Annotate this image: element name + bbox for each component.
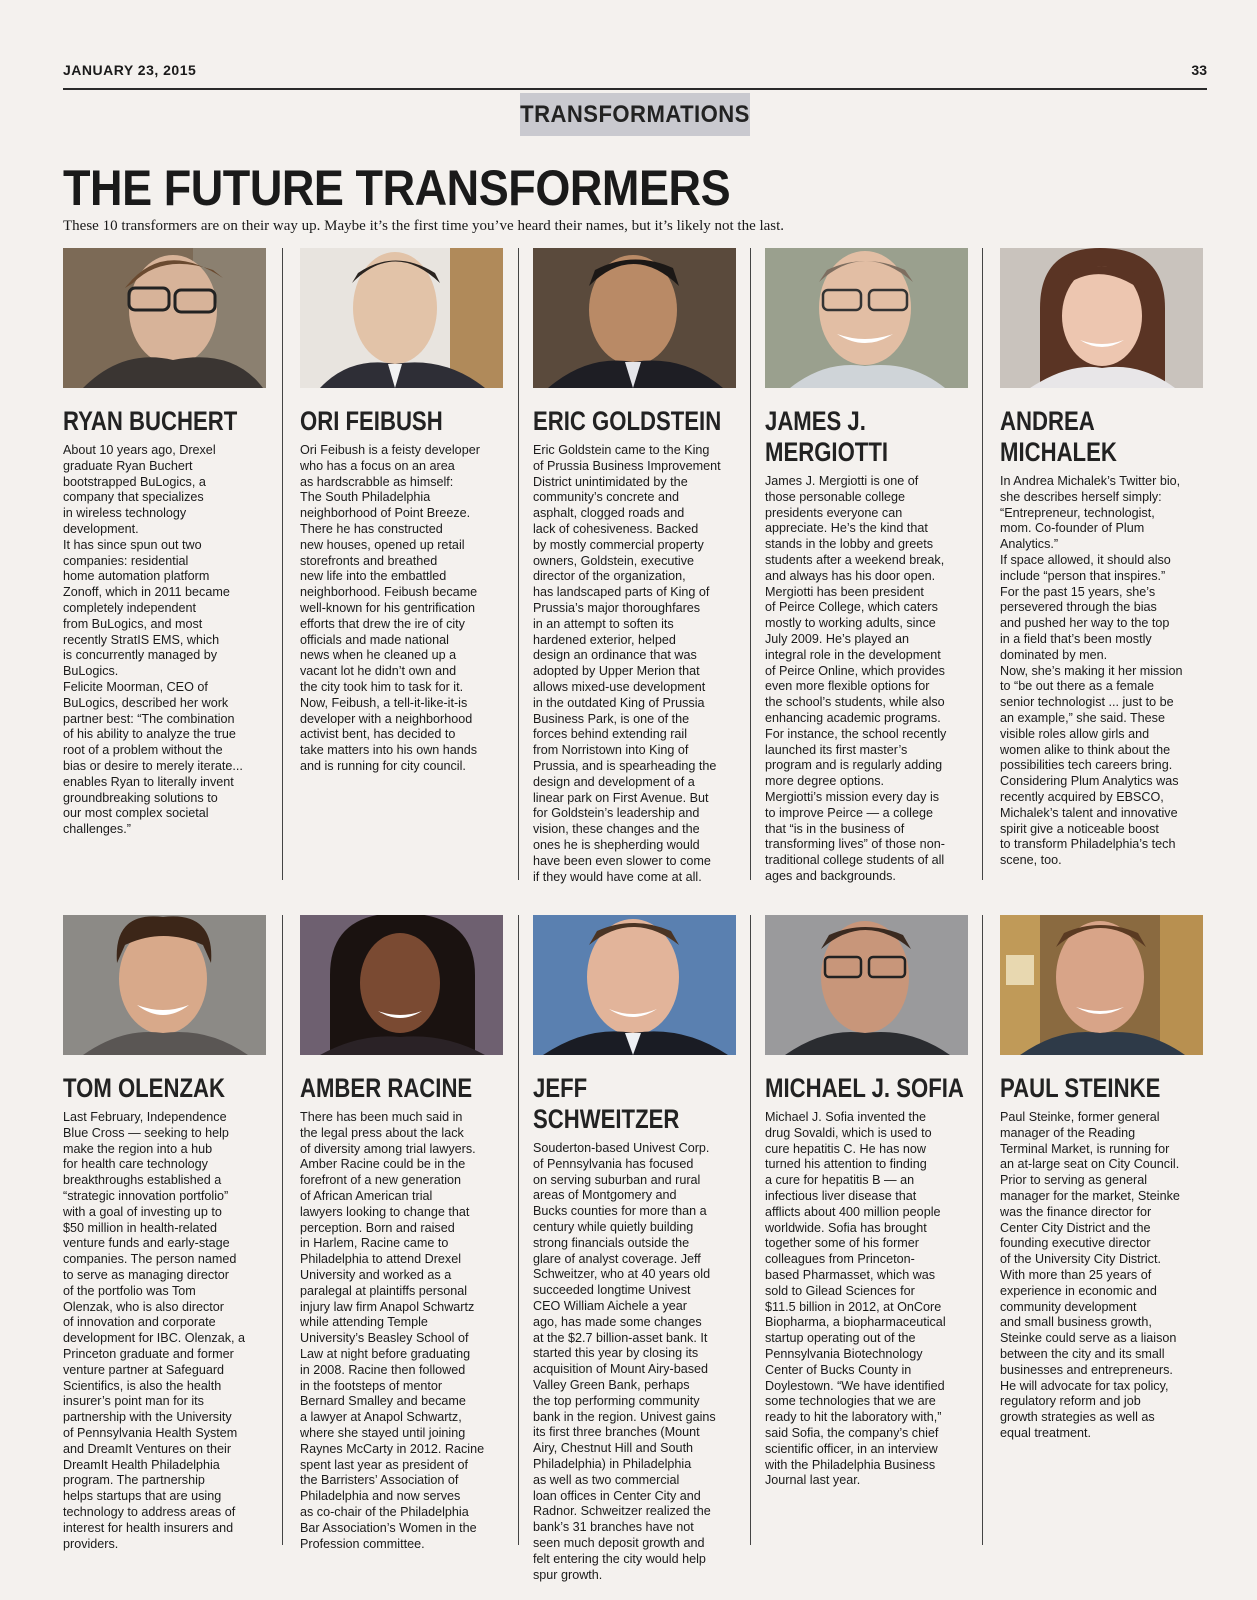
portrait-photo [1000, 915, 1203, 1055]
portrait-photo [63, 915, 266, 1055]
profile-michael-sofia [765, 915, 970, 1489]
profile-bio: About 10 years ago, Drexel graduate Ryan Buchert bootstrapped BuLogics, a company that specializes in wireless technology development. It has since spun out two companies: residential home automation platform Zonoff, which in 2011 became completely independent from BuLogics, and most recently StratIS EMS, which is concurrently managed by BuLogics. Felicite Moorman, CEO of BuLogics, described her work partner best: “The combination of his ability to analyze the true root of a problem without the bias or desire to merely iterate... enables Ryan to literally invent groundbreaking solutions to our most complex societal challenges.” [63, 443, 243, 837]
profile-amber-racine [300, 915, 505, 1552]
portrait-photo [300, 248, 503, 388]
profile-name: JAMES J. MERGIOTTI [765, 406, 888, 467]
page-header [63, 58, 1207, 90]
headline: THE FUTURE TRANSFORMERS [63, 160, 731, 216]
column-rule [518, 248, 519, 880]
portrait-photo [300, 915, 503, 1055]
profile-paul-steinke [1000, 915, 1205, 1442]
column-rule [982, 915, 983, 1545]
page-number: 33 [1191, 62, 1207, 78]
profile-name: RYAN BUCHERT [63, 406, 238, 436]
portrait-photo [1000, 248, 1203, 388]
profile-bio: Souderton-based Univest Corp. of Pennsylvania has focused on serving suburban and rural areas of Montgomery and Bucks counties for more than a century while quietly building strong financials outside the glare of analyst coverage. Jeff Schweitzer, who at 40 years old succeeded longtime Univest CEO William Aichele a year ago, has made some changes at the $2.7 billion-asset bank. It started this year by closing its acquisition of Mount Airy-based Valley Green Bank, perhaps the top performing community bank in the region. Univest gains its first three branches (Mount Airy, Chestnut Hill and South Philadelphia) in Philadelphia as well as two commercial loan offices in Center City and Radnor. Schweitzer realized the bank’s 31 branches have not seen much deposit growth and felt entering the city would help spur growth. [533, 1141, 716, 1582]
portrait-photo [765, 248, 968, 388]
profile-bio: Eric Goldstein came to the King of Prussia Business Improvement District unintimidated by the community’s concrete and asphalt, clogged roads and lack of cohesiveness. Backed by mostly commercial property owners, Goldstein, executive director of the organization, has landscaped parts of King of Prussia’s major thoroughfares in an attempt to soften its hardened exterior, helped design an ordinance that was adopted by Upper Merion that allows mixed-use development in the outdated King of Prussia Business Park, is one of the forces behind extending rail from Norristown into King of Prussia, and is spearheading the design and development of a linear park on First Avenue. But for Goldstein’s leadership and vision, these changes and the ones he is shepherding would have been even slower to come if they would have come at all. [533, 443, 721, 884]
column-rule [982, 248, 983, 880]
profile-name: ERIC GOLDSTEIN [533, 406, 722, 436]
profile-jeff-schweitzer [533, 915, 738, 1583]
profile-bio: Paul Steinke, former general manager of the Reading Terminal Market, is running for an at-large seat on City Council. Prior to serving as general manager for the market, Steinke was the finance director for Center City District and the founding executive director of the University City District. With more than 25 years of experience in economic and community development and small business growth, Steinke could serve as a liaison between the city and its small businesses and entrepreneurs. He will advocate for tax policy, regulatory reform and job growth strategies as well as equal treatment. [1000, 1110, 1180, 1440]
portrait-photo [765, 915, 968, 1055]
profile-bio: In Andrea Michalek’s Twitter bio, she describes herself simply: “Entrepreneur, technologist, mom. Co-founder of Plum Analytics.” If space allowed, it should also include “person that inspires.” For the past 15 years, she’s persevered through the bias and pushed her way to the top in a field that’s been mostly dominated by men. Now, she’s making it her mission to “be out there as a female senior technologist ... just to be an example,” she said. These visible roles allow girls and women alike to think about the possibilities tech careers bring. Considering Plum Analytics was recently acquired by EBSCO, Michalek’s talent and innovative spirit give a noticeable boost to transform Philadelphia’s tech scene, too. [1000, 474, 1183, 868]
profile-andrea-michalek [1000, 248, 1205, 869]
section-label: TRANSFORMATIONS [520, 93, 750, 136]
profile-tom-olenzak [63, 915, 268, 1552]
portrait-photo [533, 915, 736, 1055]
column-rule [750, 915, 751, 1545]
profile-ori-feibush [300, 248, 505, 775]
profile-bio: Ori Feibush is a feisty developer who has a focus on an area as hardscrabble as himself: The South Philadelphia neighborhood of Point Breeze. There he has constructed new houses, opened up retail storefronts and breathed new life into the embattled neighborhood. Feibush became well-known for his gentrification efforts that drew the ire of city officials and made national news when he cleaned up a vacant lot he didn’t own and the city took him to task for it. Now, Feibush, a tell-it-like-it-is developer with a neighborhood activist bent, has decided to take matters into his own hands and is running for city council. [300, 443, 480, 773]
profile-ryan-buchert [63, 248, 268, 838]
profile-name: TOM OLENZAK [63, 1073, 225, 1103]
profile-name: AMBER RACINE [300, 1073, 473, 1103]
column-rule [282, 248, 283, 880]
issue-date: JANUARY 23, 2015 [63, 62, 197, 78]
column-rule [518, 915, 519, 1545]
dek: These 10 transformers are on their way up. Maybe it’s the first time you’ve heard their names, but it’s likely not the last. [63, 218, 785, 234]
profile-eric-goldstein [533, 248, 738, 885]
profile-bio: Michael J. Sofia invented the drug Sovaldi, which is used to cure hepatitis C. He has now turned his attention to finding a cure for hepatitis B — an infectious liver disease that afflicts about 400 million people worldwide. Sofia has brought together some of his former colleagues from Princeton- based Pharmasset, which was sold to Gilead Sciences for $11.5 billion in 2012, at OnCore Biopharma, a biopharmaceutical startup operating out of the Pennsylvania Biotechnology Center of Bucks County in Doylestown. “We have identified some technologies that we are ready to hit the laboratory with,” said Sofia, the company’s chief scientific officer, in an interview with the Philadelphia Business Journal last year. [765, 1110, 946, 1488]
profile-james-mergiotti [765, 248, 970, 885]
profile-name: JEFF SCHWEITZER [533, 1073, 680, 1134]
profile-name: MICHAEL J. SOFIA [765, 1073, 964, 1103]
profile-name: ORI FEIBUSH [300, 406, 443, 436]
column-rule [750, 248, 751, 880]
portrait-photo [63, 248, 266, 388]
profile-bio: James J. Mergiotti is one of those personable college presidents everyone can appreciate. He’s the kind that stands in the lobby and greets students after a weekend break, and always has his door open. Mergiotti has been president of Peirce College, which caters mostly to working adults, since July 2009. He’s played an integral role in the development of Peirce Online, which provides even more flexible options for the school’s students, while also enhancing academic programs. For instance, the school recently launched its first master’s program and is regularly adding more degree options. Mergiotti’s mission every day is to improve Peirce — a college that “is in the business of transforming lives” of those non- traditional college students of all ages and backgrounds. [765, 474, 947, 883]
profile-name: ANDREA MICHALEK [1000, 406, 1117, 467]
portrait-photo [533, 248, 736, 388]
profile-name: PAUL STEINKE [1000, 1073, 1161, 1103]
profile-bio: Last February, Independence Blue Cross — seeking to help make the region into a hub for health care technology breakthroughs established a “strategic innovation portfolio” with a goal of investing up to $50 million in health-related venture funds and early-stage companies. The person named to serve as managing director of the portfolio was Tom Olenzak, who is also director of innovation and corporate development for IBC. Olenzak, a Princeton graduate and former venture partner at Safeguard Scientifics, is also the health insurer’s point man for its partnership with the University of Pennsylvania Health System and DreamIt Ventures on their DreamIt Health Philadelphia program. The partnership helps startups that are using technology to address areas of interest for health insurers and providers. [63, 1110, 246, 1551]
profile-bio: There has been much said in the legal press about the lack of diversity among trial lawyers. Amber Racine could be in the forefront of a new generation of African American trial lawyers looking to change that perception. Born and raised in Harlem, Racine came to Philadelphia to attend Drexel University and worked as a paralegal at plaintiffs personal injury law firm Anapol Schwartz while attending Temple University’s Beasley School of Law at night before graduating in 2008. Racine then followed in the footsteps of mentor Bernard Smalley and became a lawyer at Anapol Schwartz, where she stayed until joining Raynes McCarty in 2012. Racine spent last year as president of the Barristers’ Association of Philadelphia and now serves as co-chair of the Philadelphia Bar Association’s Women in the Profession committee. [300, 1110, 485, 1551]
column-rule [282, 915, 283, 1545]
